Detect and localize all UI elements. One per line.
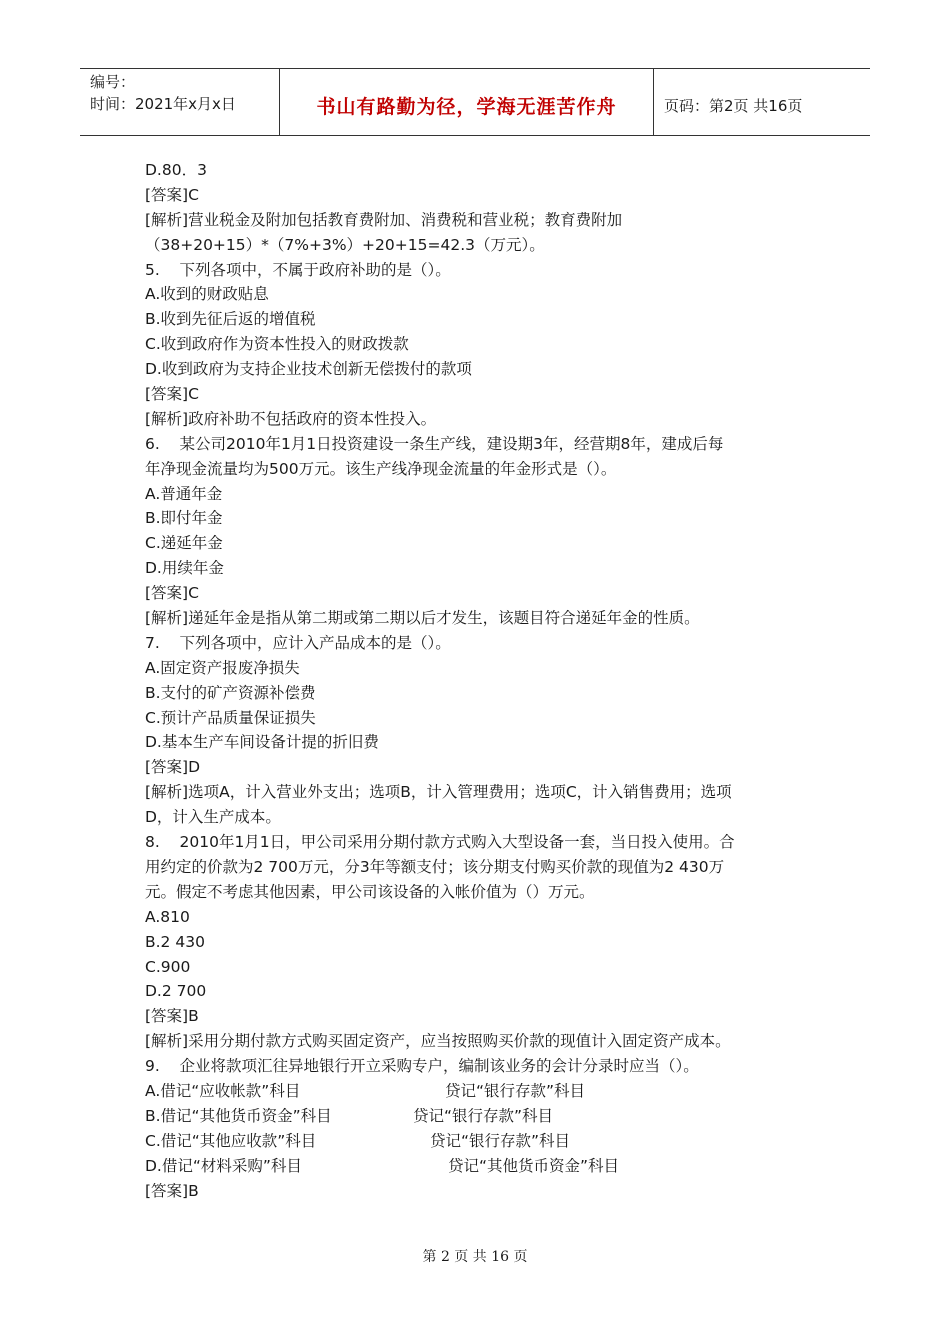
header-meta: [80, 69, 280, 135]
text-line: 年净现金流量均为500万元。该生产线净现金流量的年金形式是（）。: [145, 459, 617, 478]
credit-entry: 贷记“银行存款”科目: [430, 1131, 571, 1150]
answer-line: [答案]B: [145, 1181, 199, 1200]
text-line: B.2 430: [145, 932, 205, 951]
text-line: [解析]采用分期付款方式购买固定资产，应当按照购买价款的现值计入固定资产成本。: [145, 1032, 731, 1051]
text-line: [解析]营业税金及附加包括教育费附加、消费税和营业税；教育费附加: [145, 210, 623, 229]
journal-option: [145, 1129, 825, 1154]
date-label: 时间：2021年x月x日: [90, 95, 236, 113]
document-body: [145, 158, 825, 1203]
credit-entry: 贷记“其他货币资金”科目: [448, 1156, 620, 1175]
text-line: D，计入生产成本。: [145, 808, 281, 827]
journal-option: [145, 1079, 825, 1104]
text-line: （38+20+15）*（7%+3%）+20+15=42.3（万元）。: [145, 235, 545, 254]
text-line: A.普通年金: [145, 484, 223, 503]
text-line: 7. 下列各项中，应计入产品成本的是（）。: [145, 633, 451, 652]
text-line: [答案]C: [145, 185, 199, 204]
page-footer: 第 2 页 共 16 页: [422, 1249, 528, 1265]
text-line: 8. 2010年1月1日，甲公司采用分期付款方式购入大型设备一套，当日投入使用。合: [145, 833, 735, 852]
journal-option: [145, 1104, 825, 1129]
text-line: B.即付年金: [145, 509, 223, 528]
text-line: [解析]选项A，计入营业外支出；选项B，计入管理费用；选项C，计入销售费用；选项: [145, 783, 732, 802]
text-line: A.810: [145, 907, 190, 926]
credit-entry: 贷记“银行存款”科目: [413, 1106, 554, 1125]
text-line: D.用续年金: [145, 559, 224, 578]
text-line: D.2 700: [145, 982, 207, 1001]
debit-entry: D.借记“材料采购”科目: [145, 1156, 302, 1175]
debit-entry: A.借记“应收帐款”科目: [145, 1081, 301, 1100]
text-line: C.收到政府作为资本性投入的财政拨款: [145, 335, 409, 354]
text-line: D.80．3: [145, 161, 207, 179]
header-motto: 书山有路勤为径，学海无涯苦作舟: [280, 69, 654, 135]
text-line: B.收到先征后返的增值税: [145, 310, 316, 329]
credit-entry: 贷记“银行存款”科目: [445, 1081, 586, 1100]
text-line: [答案]C: [145, 584, 199, 603]
text-line: [答案]D: [145, 758, 201, 777]
debit-entry: B.借记“其他货币资金”科目: [145, 1106, 332, 1125]
text-line: 用约定的价款为2 700万元，分3年等额支付；该分期支付购买价款的现值为2 430万: [145, 857, 725, 876]
text-line: C.预计产品质量保证损失: [145, 708, 316, 727]
text-line: B.支付的矿产资源补偿费: [145, 683, 316, 702]
page-header: [80, 68, 870, 136]
text-line: 5. 下列各项中，不属于政府补助的是（）。: [145, 260, 451, 279]
journal-option: [145, 1154, 825, 1179]
text-line: [答案]B: [145, 1007, 199, 1026]
text-line: A.固定资产报废净损失: [145, 658, 300, 677]
text-line: D.基本生产车间设备计提的折旧费: [145, 733, 379, 752]
debit-entry: C.借记“其他应收款”科目: [145, 1131, 317, 1150]
header-page-info: 页码：第2页 共16页: [664, 96, 803, 115]
text-line: 6. 某公司2010年1月1日投资建设一条生产线，建设期3年，经营期8年，建成后每: [145, 434, 724, 453]
text-line: 元。假定不考虑其他因素，甲公司该设备的入帐价值为（）万元。: [145, 882, 595, 901]
text-line: D.收到政府为支持企业技术创新无偿拨付的款项: [145, 360, 472, 379]
text-line: [答案]C: [145, 385, 199, 404]
text-line: A.收到的财政贴息: [145, 285, 269, 304]
text-line: C.900: [145, 957, 191, 976]
text-line: [解析]政府补助不包括政府的资本性投入。: [145, 409, 437, 428]
text-line: 9. 企业将款项汇往异地银行开立采购专户，编制该业务的会计分录时应当（）。: [145, 1057, 699, 1076]
text-line: [解析]递延年金是指从第二期或第二期以后才发生，该题目符合递延年金的性质。: [145, 609, 700, 628]
text-line: C.递延年金: [145, 534, 223, 553]
number-label: 编号：: [90, 73, 136, 91]
